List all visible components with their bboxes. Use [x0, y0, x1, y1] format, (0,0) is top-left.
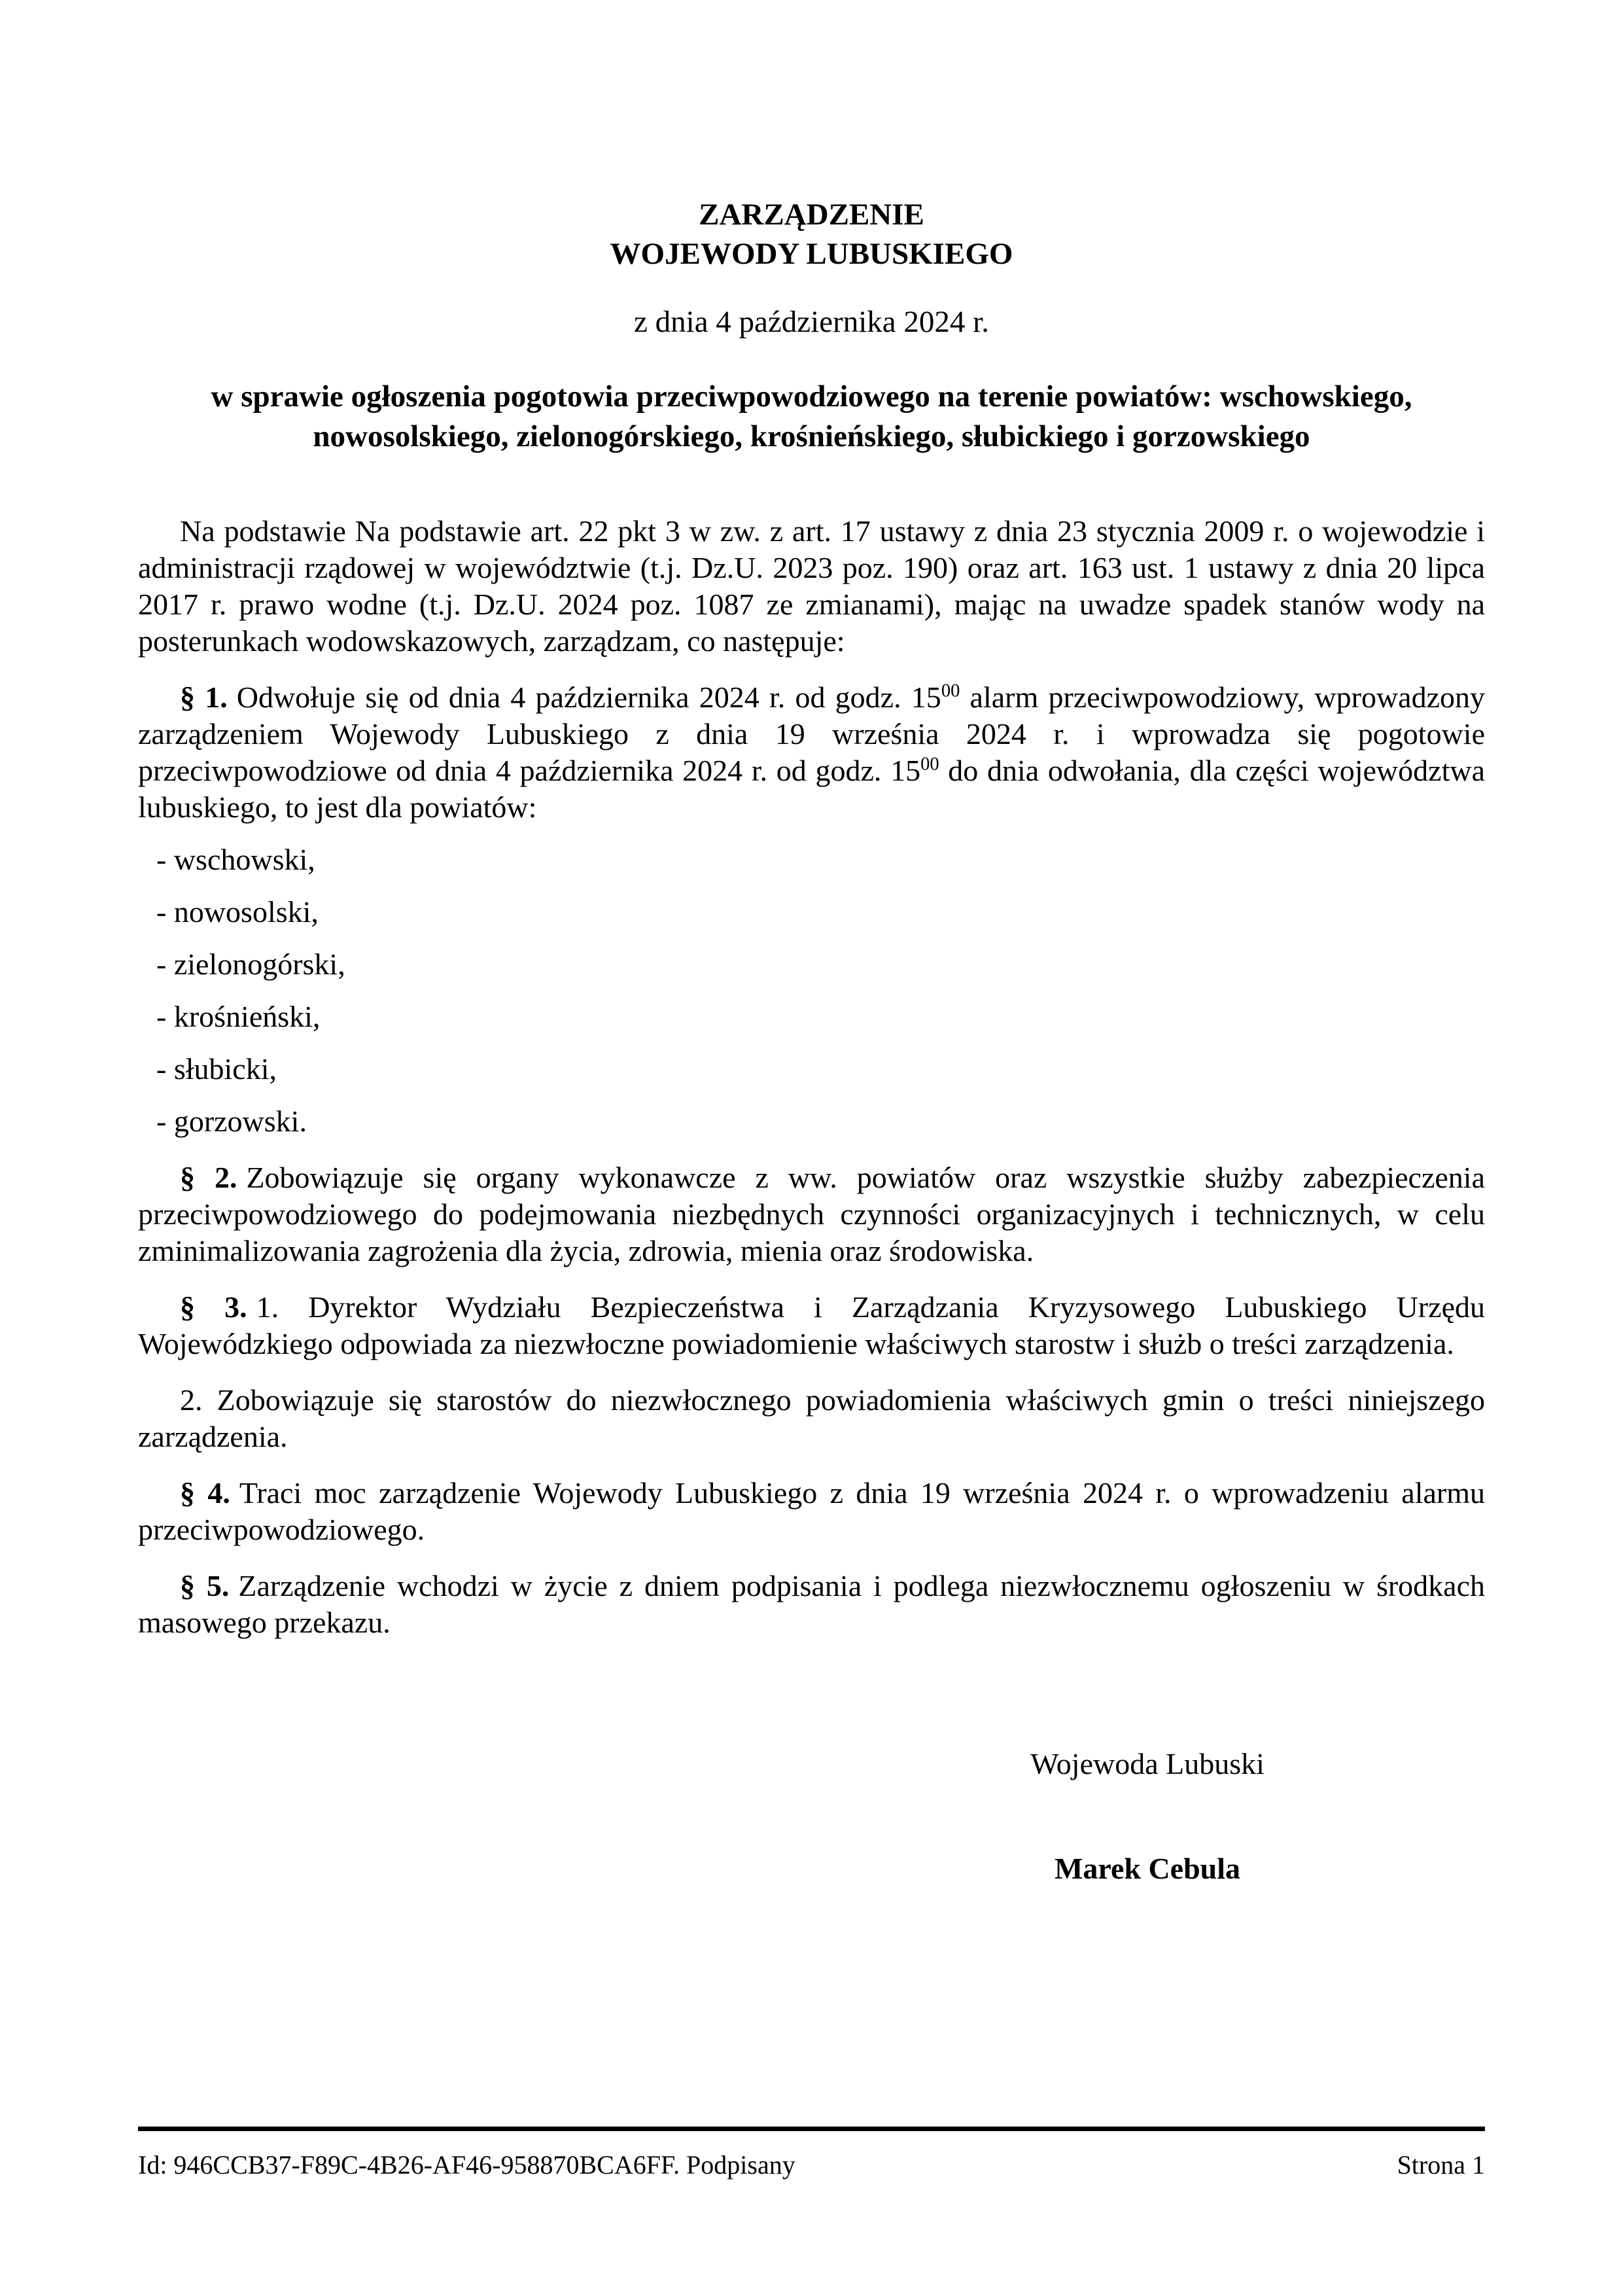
section-1-superscript1: 00: [941, 680, 960, 701]
section-5-text: Zarządzenie wchodzi w życie z dniem podpisania i podlega niezwłocznemu ogłoszeniu w środkach masowego przekazu.: [138, 1569, 1486, 1639]
county-list-item: - krośnieński,: [156, 1000, 321, 1033]
section-1-label: § 1.: [180, 680, 228, 714]
preamble-text: Na podstawie Na podstawie art. 22 pkt 3 w zw. z art. 17 ustawy z dnia 23 stycznia 2009 r. o wojewodzie i administracji rządowej w województwie (t.j. Dz.U. 2023 poz. 190) oraz art. 163 ust. 1 ustawy z dnia 20 lipca 2017 r. prawo wodne (t.j. Dz.U. 2024 poz. 1087 ze zmianami), mając na uwadze spadek stanów wody na posterunkach wodowskazowych, zarządzam, co następuje:: [138, 514, 1485, 658]
section-3-text: 1. Dyrektor Wydziału Bezpieczeństwa i Zarządzania Kryzysowego Lubuskiego Urzędu Wojewódzkiego odpowiada za niezwłoczne powiadomienie właściwych starostw i służb o treści zarządzenia.: [138, 1290, 1485, 1360]
county-list: [138, 841, 1485, 1140]
section-4-text: Traci moc zarządzenie Wojewody Lubuskiego z dnia 19 września 2024 r. o wprowadzeniu alarmu przeciwpowodziowego.: [138, 1476, 1486, 1546]
section-1-text-part2: alarm przeciwpowodziowy, wprowadzony zarządzeniem Wojewody Lubuskiego z dnia 19 września 2024 r. i wprowadza się pogotowie przeciwpowodziowe od dnia 4 października 2024 r. od godz. 15: [138, 680, 1486, 787]
section-3-label: § 3.: [180, 1290, 247, 1324]
section-1-text-part3: do dnia odwołania, dla części województwa lubuskiego, to jest dla powiatów:: [138, 754, 1485, 824]
document-title-line1: ZARZĄDZENIE: [699, 198, 924, 232]
section-1-paragraph: [138, 679, 1485, 826]
section-4-paragraph: [138, 1475, 1485, 1548]
document-date: z dnia 4 października 2024 r.: [634, 305, 989, 339]
section-2-text: Zobowiązuje się organy wykonawcze z ww. powiatów oraz wszystkie służby zabezpieczenia przeciwpowodziowego do podejmowania niezbędnych czynności organizacyjnych i technicznych, w celu zminimalizowania zagrożenia dla życia, zdrowia, mienia oraz środowiska.: [138, 1161, 1485, 1267]
section-2-paragraph: [138, 1159, 1485, 1269]
section-1-superscript2: 00: [920, 754, 939, 775]
county-list-item: - nowosolski,: [156, 895, 319, 928]
footer-page-number: Strona 1: [1397, 2150, 1485, 2180]
section-4-label: § 4.: [180, 1476, 230, 1510]
section-5-paragraph: [138, 1568, 1485, 1641]
county-list-item: - wschowski,: [156, 843, 315, 876]
preamble-paragraph: [138, 513, 1485, 660]
county-list-item: - gorzowski.: [156, 1104, 307, 1138]
section-2-label: § 2.: [180, 1161, 237, 1194]
document-title-line2: WOJEWODY LUBUSKIEGO: [610, 237, 1013, 271]
footer-document-id: Id: 946CCB37-F89C-4B26-AF46-958870BCA6FF. Podpisany: [138, 2150, 795, 2180]
section-3-point-2-text: 2. Zobowiązuje się starostów do niezwłocznego powiadomienia właściwych gmin o treści niniejszego zarządzenia.: [138, 1383, 1485, 1453]
document-subject: w sprawie ogłoszenia pogotowia przeciwpowodziowego na terenie powiatów: wschowskiego, nowosolskiego, zielonogórskiego, krośnieńskiego, słubickiego i gorzowskiego: [211, 380, 1412, 453]
page-footer: [138, 2127, 1485, 2181]
signature-role: Wojewoda Lubuski: [1030, 1747, 1265, 1780]
signature-name: Marek Cebula: [1054, 1852, 1241, 1885]
section-5-label: § 5.: [180, 1569, 230, 1602]
county-list-item: - słubicki,: [156, 1052, 277, 1086]
section-1-text-part1: Odwołuje się od dnia 4 października 2024 r. od godz. 15: [236, 680, 941, 714]
signature-block: [918, 1746, 1376, 1887]
county-list-item: - zielonogórski,: [156, 947, 345, 981]
document-title: [138, 195, 1485, 274]
section-3-paragraph-1: [138, 1289, 1485, 1362]
section-3-paragraph-2: [138, 1382, 1485, 1455]
